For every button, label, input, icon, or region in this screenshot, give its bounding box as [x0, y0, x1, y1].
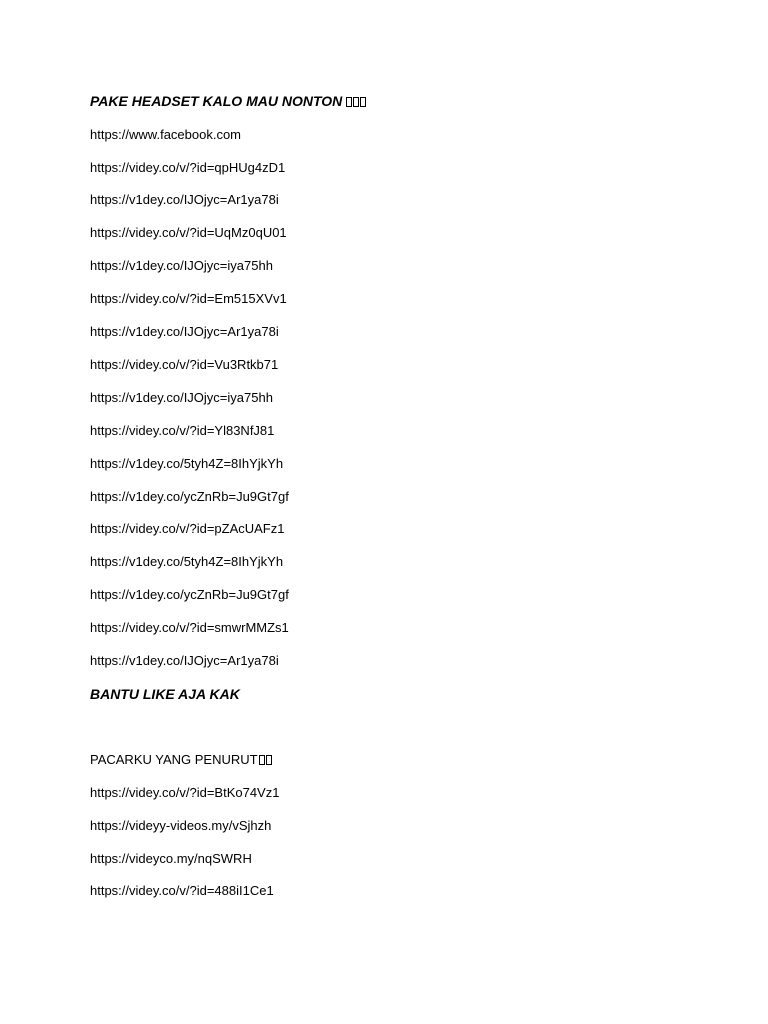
- link-line: https://v1dey.co/IJOjyc=iya75hh: [90, 258, 273, 273]
- subheading-text: PACARKU YANG PENURUT: [90, 752, 258, 767]
- link-line: https://v1dey.co/IJOjyc=Ar1ya78i: [90, 653, 279, 668]
- link-line: https://v1dey.co/IJOjyc=Ar1ya78i: [90, 192, 279, 207]
- link-line: https://v1dey.co/IJOjyc=Ar1ya78i: [90, 324, 279, 339]
- link-line: https://videyy-videos.my/vSjhzh: [90, 818, 272, 833]
- link-line: https://v1dey.co/ycZnRb=Ju9Gt7gf: [90, 587, 289, 602]
- link-line: https://videy.co/v/?id=pZAcUAFz1: [90, 521, 285, 536]
- link-line: https://videy.co/v/?id=UqMz0qU01: [90, 225, 287, 240]
- link-line: https://videy.co/v/?id=qpHUg4zD1: [90, 160, 286, 175]
- missing-glyph-icons: [259, 753, 273, 769]
- subheading-pacarku: [90, 752, 273, 769]
- link-line: https://videy.co/v/?id=488iI1Ce1: [90, 883, 274, 898]
- link-line: https://www.facebook.com: [90, 127, 242, 142]
- link-line: https://v1dey.co/5tyh4Z=8IhYjkYh: [90, 456, 284, 471]
- link-line: https://v1dey.co/IJOjyc=iya75hh: [90, 390, 273, 405]
- link-line: https://v1dey.co/ycZnRb=Ju9Gt7gf: [90, 489, 289, 504]
- link-line: https://v1dey.co/5tyh4Z=8IhYjkYh: [90, 554, 284, 569]
- link-line: https://videy.co/v/?id=Vu3Rtkb71: [90, 357, 279, 372]
- link-line: https://videy.co/v/?id=smwrMMZs1: [90, 620, 289, 635]
- link-line: https://videyco.my/nqSWRH: [90, 851, 252, 866]
- link-line: https://videy.co/v/?id=Em515XVv1: [90, 291, 287, 306]
- missing-glyph-icons: [346, 94, 367, 110]
- heading-bantu-like: BANTU LIKE AJA KAK: [90, 686, 240, 702]
- heading-text: PAKE HEADSET KALO MAU NONTON: [90, 93, 343, 109]
- link-line: https://videy.co/v/?id=Yl83NfJ81: [90, 423, 275, 438]
- link-line: https://videy.co/v/?id=BtKo74Vz1: [90, 785, 280, 800]
- heading-pake-headset: [90, 93, 367, 110]
